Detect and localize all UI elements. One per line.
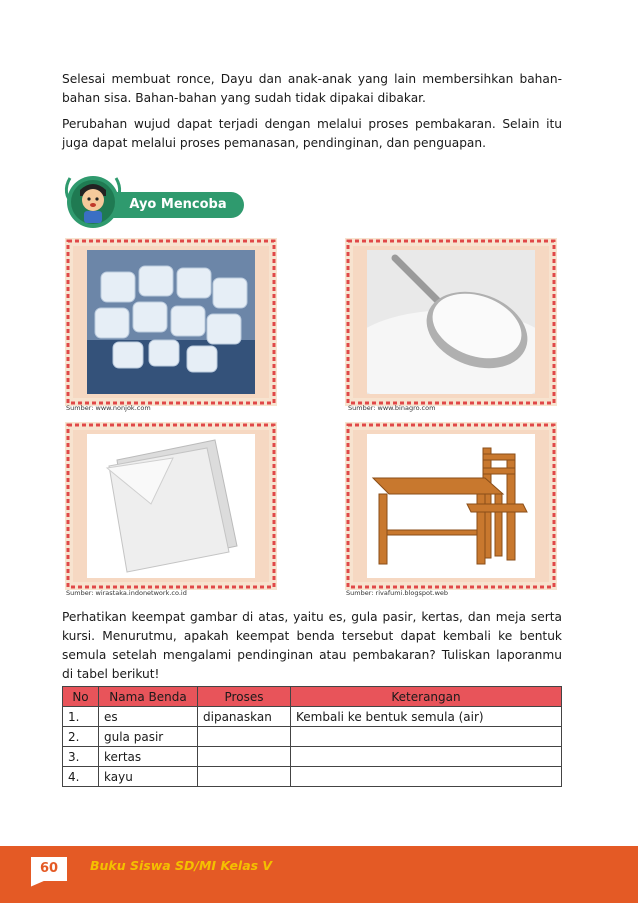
paper-sheets-icon bbox=[87, 434, 255, 578]
task-paragraph: Perhatikan keempat gambar di atas, yaitu es, gula pasir, kertas, dan meja serta kursi. Menurutmu, apakah keempat benda tersebut dapat kembali ke bentuk semula setelah mengalami pendinginan atau pembakaran? Tuliskan laporanmu di tabel berikut! bbox=[62, 610, 562, 681]
row-name: gula pasir bbox=[99, 727, 198, 747]
ayo-mencoba-banner bbox=[62, 170, 252, 230]
table-chairs-icon bbox=[367, 434, 535, 578]
row-process[interactable]: dipanaskan bbox=[198, 707, 291, 727]
row-no: 4. bbox=[63, 767, 99, 787]
row-no: 2. bbox=[63, 727, 99, 747]
row-note[interactable]: Kembali ke bentuk semula (air) bbox=[291, 707, 562, 727]
row-no: 3. bbox=[63, 747, 99, 767]
student-mascot-icon bbox=[62, 170, 124, 230]
table-row bbox=[63, 767, 562, 787]
sugar-source-caption: Sumber: www.binagro.com bbox=[348, 404, 436, 412]
paper-image-frame bbox=[65, 422, 277, 590]
banner-label: Ayo Mencoba bbox=[112, 192, 244, 218]
col-note-header: Keterangan bbox=[291, 687, 562, 707]
table-row bbox=[63, 727, 562, 747]
row-name: es bbox=[99, 707, 198, 727]
ice-source-caption: Sumber: www.nonjok.com bbox=[66, 404, 151, 412]
row-process[interactable] bbox=[198, 727, 291, 747]
report-table bbox=[62, 686, 562, 787]
table-row bbox=[63, 747, 562, 767]
furniture-image-frame bbox=[345, 422, 557, 590]
row-process[interactable] bbox=[198, 747, 291, 767]
sugar-spoon-icon bbox=[367, 250, 535, 394]
row-name: kayu bbox=[99, 767, 198, 787]
footer-bar bbox=[0, 846, 638, 903]
process-paragraph: Perubahan wujud dapat terjadi dengan melalui proses pembakaran. Selain itu juga dapat melalui proses pemanasan, pendinginan, dan penguapan. bbox=[62, 117, 562, 150]
row-no: 1. bbox=[63, 707, 99, 727]
intro-paragraph: Selesai membuat ronce, Dayu dan anak-anak yang lain membersihkan bahan-bahan sisa. Bahan-bahan yang sudah tidak dipakai dibakar. bbox=[62, 72, 562, 105]
row-process[interactable] bbox=[198, 767, 291, 787]
ice-cubes-icon bbox=[87, 250, 255, 394]
sugar-image-frame bbox=[345, 238, 557, 406]
row-note[interactable] bbox=[291, 767, 562, 787]
row-name: kertas bbox=[99, 747, 198, 767]
page-number: 60 bbox=[39, 861, 59, 876]
furniture-source-caption: Sumber: rivafumi.blogspot.web bbox=[346, 589, 449, 597]
col-process-header: Proses bbox=[198, 687, 291, 707]
row-note[interactable] bbox=[291, 727, 562, 747]
paper-source-caption: Sumber: wirastaka.indonetwork.co.id bbox=[66, 589, 187, 597]
col-no-header: No bbox=[63, 687, 99, 707]
row-note[interactable] bbox=[291, 747, 562, 767]
table-header-row bbox=[63, 687, 562, 707]
col-name-header: Nama Benda bbox=[99, 687, 198, 707]
table-row bbox=[63, 707, 562, 727]
ice-image-frame bbox=[65, 238, 277, 406]
book-title: Buku Siswa SD/MI Kelas V bbox=[90, 858, 273, 873]
